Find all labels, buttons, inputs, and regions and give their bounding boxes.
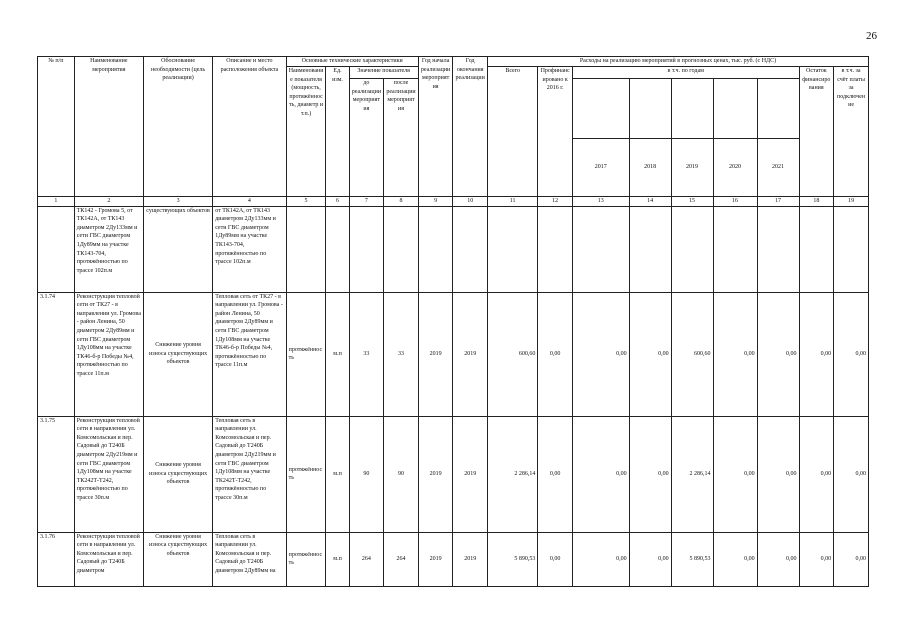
column-number: 2	[74, 197, 143, 207]
column-number: 10	[453, 197, 488, 207]
header-year-2020: 2020	[713, 139, 757, 197]
row-justification: Снижение уровня износа существующих объектов	[143, 416, 212, 532]
table-row	[38, 292, 869, 416]
column-number: 16	[713, 197, 757, 207]
row-2017: 0,00	[572, 416, 629, 532]
header-year-2021: 2021	[757, 139, 799, 197]
row-2020: 0,00	[713, 292, 757, 416]
row-after: 90	[384, 416, 419, 532]
column-number: 7	[349, 197, 384, 207]
header-end-year: Год окончания реализации	[453, 57, 488, 197]
column-number: 4	[213, 197, 286, 207]
row-2021: 0,00	[757, 416, 799, 532]
investment-program-table	[37, 56, 869, 587]
row-remainder: 0,00	[799, 532, 834, 586]
column-number: 15	[671, 197, 713, 207]
row-2017: 0,00	[572, 292, 629, 416]
column-number: 8	[384, 197, 419, 207]
row-remainder: 0,00	[799, 292, 834, 416]
row-unit: м.п	[326, 292, 349, 416]
row-start: 2019	[418, 416, 453, 532]
row-financed: 0,00	[538, 532, 573, 586]
row-location: от ТК142А, от ТК143 диаметром 2Ду133мм и сети ГВС диаметром 1Ду89мм на участке ТК143-704, протяжённостью по трассе 102п.м	[213, 206, 286, 292]
row-number: 3.1.76	[38, 532, 75, 586]
header-financed: Профинансировано к 2016 г.	[538, 67, 573, 197]
row-2020: 0,00	[713, 416, 757, 532]
header-value-after: после реализации мероприятия	[384, 79, 419, 197]
header-value: Значение показателя	[349, 67, 418, 79]
header-costs: Расходы на реализацию мероприятий в прогнозных ценах, тыс. руб. (с НДС)	[488, 57, 869, 67]
row-after: 33	[384, 292, 419, 416]
column-number: 14	[629, 197, 671, 207]
column-number: 3	[143, 197, 212, 207]
row-location: Тепловая сеть от ТК27 - в направлении ул. Громова - район Ленина, 50 диаметром 2Ду89мм и сети ГВС диаметром 1Ду108мм на участке ТК46-б-р Победы №4, протяжённостью по трассе 11п.м	[213, 292, 286, 416]
header-total: Всего	[488, 67, 538, 197]
header-year-2017: 2017	[572, 139, 629, 197]
header-tech: Основные технические характеристики	[286, 57, 418, 67]
page-number: 26	[866, 30, 877, 42]
row-fee: 0,00	[834, 416, 869, 532]
header-tech-name: Наименование показателя (мощность, протяжённость, диаметр и т.п.)	[286, 67, 326, 197]
header-year-2018: 2018	[629, 139, 671, 197]
row-name: Реконструкция тепловой сети в направлении ул. Комсомольская и пер. Садовый до Т240Б диаметром	[74, 532, 143, 586]
table-row	[38, 532, 869, 586]
row-before: 33	[349, 292, 384, 416]
row-start: 2019	[418, 292, 453, 416]
column-number: 17	[757, 197, 799, 207]
row-number: 3.1.75	[38, 416, 75, 532]
row-justification: Снижение уровня износа существующих объектов	[143, 292, 212, 416]
row-justification: Снижение уровня износа существующих объектов	[143, 532, 212, 586]
column-numbers-row	[38, 197, 869, 207]
column-number: 13	[572, 197, 629, 207]
row-end: 2019	[453, 292, 488, 416]
row-justification: существующих объектов	[143, 206, 212, 292]
row-param: протяжённость	[286, 532, 326, 586]
row-total: 5 890,53	[488, 532, 538, 586]
header-justification: Обоснование необходимости (цель реализации)	[143, 57, 212, 197]
column-number: 11	[488, 197, 538, 207]
row-unit: м.п	[326, 532, 349, 586]
column-number: 6	[326, 197, 349, 207]
row-2019: 2 286,14	[671, 416, 713, 532]
row-end: 2019	[453, 416, 488, 532]
row-name: Реконструкция тепловой сети в направлении ул. Комсомольская и пер. Садовый до Т240Б диаметром 2Ду219мм и сети ГВС диаметром 1Ду108мм на участке ТК242Т-Т242, протяжённостью по трассе 30п.м	[74, 416, 143, 532]
row-2021: 0,00	[757, 532, 799, 586]
row-total: 2 286,14	[488, 416, 538, 532]
row-2019: 600,60	[671, 292, 713, 416]
column-number: 18	[799, 197, 834, 207]
row-start: 2019	[418, 532, 453, 586]
header-name: Наименование мероприятия	[74, 57, 143, 197]
row-after: 264	[384, 532, 419, 586]
header-start-year: Год начала реализации мероприятия	[418, 57, 453, 197]
row-param: протяжённость	[286, 416, 326, 532]
header-year-2019: 2019	[671, 139, 713, 197]
column-number: 12	[538, 197, 573, 207]
row-end: 2019	[453, 532, 488, 586]
row-2017: 0,00	[572, 532, 629, 586]
row-2020: 0,00	[713, 532, 757, 586]
row-name: Реконструкция тепловой сети от ТК27 - в направлении ул. Громова - район Ленина, 50 диаметром 2Ду89мм и сети ГВС диаметром 1Ду108мм на участке ТК46-б-р Победы №4, протяжённостью по трассе 11п.м	[74, 292, 143, 416]
row-name: ТК142 - Громова 5, от ТК142А, от ТК143 диаметром 2Ду133мм и сети ГВС диаметром 1Ду89мм на участке ТК143-704, протяжённостью по трассе 102п.м	[74, 206, 143, 292]
column-number: 19	[834, 197, 869, 207]
row-2019: 5 890,53	[671, 532, 713, 586]
header-connection-fee: в т.ч. за счёт платы за подключение	[834, 67, 869, 197]
column-number: 9	[418, 197, 453, 207]
header-value-before: до реализации мероприятия	[349, 79, 384, 197]
row-financed: 0,00	[538, 292, 573, 416]
row-2018: 0,00	[629, 532, 671, 586]
row-remainder: 0,00	[799, 416, 834, 532]
row-2018: 0,00	[629, 416, 671, 532]
row-param: протяжённость	[286, 292, 326, 416]
header-location: Описание и место расположения объекта	[213, 57, 286, 197]
row-before: 264	[349, 532, 384, 586]
header-no: № п/п	[38, 57, 75, 197]
row-unit: м.п	[326, 416, 349, 532]
header-unit: Ед. изм.	[326, 67, 349, 197]
table-row	[38, 416, 869, 532]
row-location: Тепловая сеть в направлении ул. Комсомольская и пер. Садовый до Т240Б диаметром 2Ду89мм на	[213, 532, 286, 586]
header-by-years: в т.ч. по годам	[572, 67, 799, 79]
row-2021: 0,00	[757, 292, 799, 416]
row-2018: 0,00	[629, 292, 671, 416]
row-fee: 0,00	[834, 532, 869, 586]
row-before: 90	[349, 416, 384, 532]
column-number: 5	[286, 197, 326, 207]
table-row	[38, 206, 869, 292]
row-location: Тепловая сеть в направлении ул. Комсомольская и пер. Садовый до Т240Б диаметром 2Ду219мм и сети ГВС диаметром 1Ду108мм на участке ТК242Т-Т242, протяжённостью по трассе 30п.м	[213, 416, 286, 532]
row-financed: 0,00	[538, 416, 573, 532]
column-number: 1	[38, 197, 75, 207]
row-number	[38, 206, 75, 292]
row-total: 600,60	[488, 292, 538, 416]
header-remainder: Остаток финансирования	[799, 67, 834, 197]
header-year-spacer	[572, 79, 629, 139]
row-fee: 0,00	[834, 292, 869, 416]
row-number: 3.1.74	[38, 292, 75, 416]
